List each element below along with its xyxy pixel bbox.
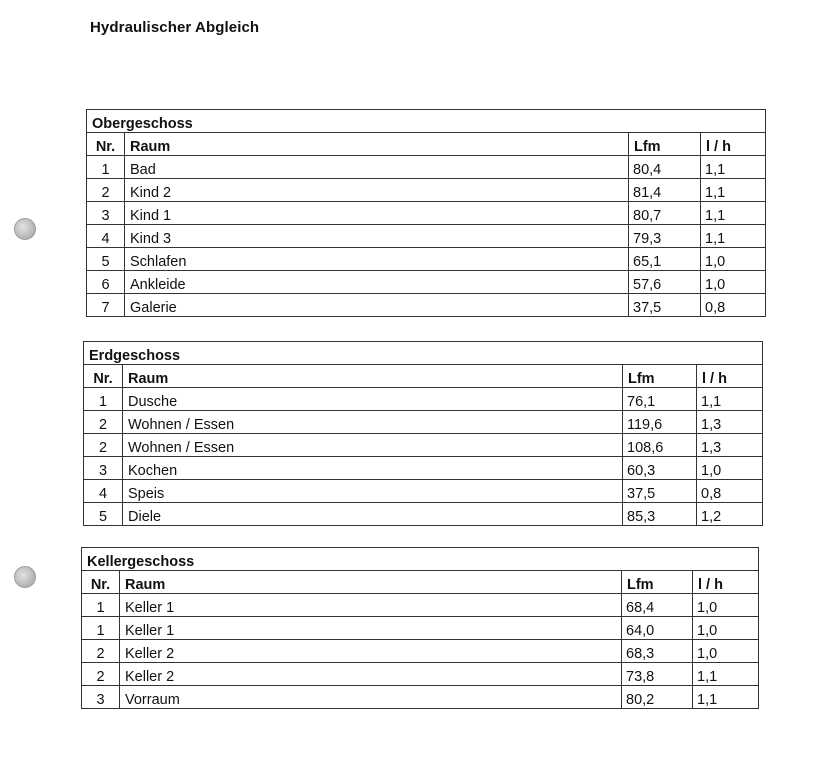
- cell-nr: 3: [87, 202, 125, 225]
- cell-room: Kind 1: [125, 202, 629, 225]
- cell-length: 73,8: [622, 663, 693, 686]
- cell-flow: 1,1: [701, 202, 766, 225]
- punch-hole-top: [14, 218, 36, 240]
- cell-length: 37,5: [629, 294, 701, 317]
- cell-nr: 5: [84, 503, 123, 526]
- header-nr: Nr.: [82, 571, 120, 594]
- cell-nr: 1: [87, 156, 125, 179]
- cell-room: Keller 1: [120, 617, 622, 640]
- cell-room: Wohnen / Essen: [123, 411, 623, 434]
- cell-nr: 1: [84, 388, 123, 411]
- cell-room: Bad: [125, 156, 629, 179]
- header-room: Raum: [120, 571, 622, 594]
- cell-nr: 2: [84, 411, 123, 434]
- cell-flow: 1,0: [693, 640, 759, 663]
- cell-flow: 1,0: [701, 248, 766, 271]
- cell-nr: 4: [84, 480, 123, 503]
- cell-nr: 2: [82, 663, 120, 686]
- cell-room: Keller 2: [120, 640, 622, 663]
- cell-room: Speis: [123, 480, 623, 503]
- cell-nr: 3: [84, 457, 123, 480]
- page-title: Hydraulischer Abgleich: [90, 19, 260, 36]
- table-row: [87, 294, 766, 317]
- cell-room: Keller 1: [120, 594, 622, 617]
- cell-flow: 1,3: [697, 434, 763, 457]
- cell-flow: 1,0: [693, 617, 759, 640]
- table-row: [84, 503, 763, 526]
- cell-flow: 1,0: [697, 457, 763, 480]
- cell-room: Keller 2: [120, 663, 622, 686]
- table-row: [82, 594, 759, 617]
- cell-flow: 1,1: [701, 179, 766, 202]
- cell-room: Vorraum: [120, 686, 622, 709]
- cell-length: 76,1: [623, 388, 697, 411]
- cell-room: Galerie: [125, 294, 629, 317]
- header-length: Lfm: [629, 133, 701, 156]
- table-obergeschoss: [86, 109, 766, 317]
- cell-flow: 0,8: [697, 480, 763, 503]
- cell-flow: 1,1: [701, 156, 766, 179]
- cell-room: Ankleide: [125, 271, 629, 294]
- cell-length: 68,4: [622, 594, 693, 617]
- cell-room: Kind 2: [125, 179, 629, 202]
- table-erdgeschoss: [83, 341, 763, 526]
- cell-flow: 1,1: [693, 686, 759, 709]
- table-header-row: [82, 571, 759, 594]
- cell-length: 108,6: [623, 434, 697, 457]
- table-row: [82, 686, 759, 709]
- table-row: [82, 663, 759, 686]
- cell-flow: 0,8: [701, 294, 766, 317]
- cell-flow: 1,1: [701, 225, 766, 248]
- table-caption-row: [82, 548, 759, 571]
- header-length: Lfm: [623, 365, 697, 388]
- cell-length: 80,7: [629, 202, 701, 225]
- header-length: Lfm: [622, 571, 693, 594]
- cell-nr: 7: [87, 294, 125, 317]
- table-row: [84, 388, 763, 411]
- cell-nr: 1: [82, 617, 120, 640]
- table-row: [87, 179, 766, 202]
- cell-length: 65,1: [629, 248, 701, 271]
- cell-length: 80,4: [629, 156, 701, 179]
- cell-room: Diele: [123, 503, 623, 526]
- table-caption-row: [87, 110, 766, 133]
- cell-length: 85,3: [623, 503, 697, 526]
- cell-length: 81,4: [629, 179, 701, 202]
- table-caption-row: [84, 342, 763, 365]
- cell-length: 119,6: [623, 411, 697, 434]
- header-room: Raum: [125, 133, 629, 156]
- table-row: [87, 156, 766, 179]
- table-header-row: [84, 365, 763, 388]
- cell-room: Kind 3: [125, 225, 629, 248]
- table-row: [87, 225, 766, 248]
- cell-length: 57,6: [629, 271, 701, 294]
- cell-room: Kochen: [123, 457, 623, 480]
- header-flow: l / h: [701, 133, 766, 156]
- cell-room: Schlafen: [125, 248, 629, 271]
- table-caption: Kellergeschoss: [82, 548, 759, 571]
- cell-nr: 2: [82, 640, 120, 663]
- cell-nr: 2: [84, 434, 123, 457]
- cell-flow: 1,1: [697, 388, 763, 411]
- header-nr: Nr.: [84, 365, 123, 388]
- table-row: [82, 617, 759, 640]
- header-nr: Nr.: [87, 133, 125, 156]
- table-row: [87, 248, 766, 271]
- cell-flow: 1,0: [701, 271, 766, 294]
- cell-nr: 6: [87, 271, 125, 294]
- table-caption: Obergeschoss: [87, 110, 766, 133]
- header-room: Raum: [123, 365, 623, 388]
- cell-nr: 2: [87, 179, 125, 202]
- cell-flow: 1,1: [693, 663, 759, 686]
- cell-flow: 1,3: [697, 411, 763, 434]
- table-caption: Erdgeschoss: [84, 342, 763, 365]
- header-flow: l / h: [693, 571, 759, 594]
- cell-room: Dusche: [123, 388, 623, 411]
- table-row: [87, 271, 766, 294]
- cell-nr: 5: [87, 248, 125, 271]
- cell-flow: 1,2: [697, 503, 763, 526]
- cell-length: 80,2: [622, 686, 693, 709]
- header-flow: l / h: [697, 365, 763, 388]
- table-kellergeschoss: [81, 547, 759, 709]
- table-row: [84, 411, 763, 434]
- cell-room: Wohnen / Essen: [123, 434, 623, 457]
- cell-length: 37,5: [623, 480, 697, 503]
- table-header-row: [87, 133, 766, 156]
- cell-length: 60,3: [623, 457, 697, 480]
- cell-length: 79,3: [629, 225, 701, 248]
- table-row: [84, 434, 763, 457]
- punch-hole-bottom: [14, 566, 36, 588]
- cell-flow: 1,0: [693, 594, 759, 617]
- table-row: [87, 202, 766, 225]
- table-row: [84, 480, 763, 503]
- cell-length: 64,0: [622, 617, 693, 640]
- cell-nr: 3: [82, 686, 120, 709]
- table-row: [84, 457, 763, 480]
- cell-nr: 4: [87, 225, 125, 248]
- cell-length: 68,3: [622, 640, 693, 663]
- cell-nr: 1: [82, 594, 120, 617]
- table-row: [82, 640, 759, 663]
